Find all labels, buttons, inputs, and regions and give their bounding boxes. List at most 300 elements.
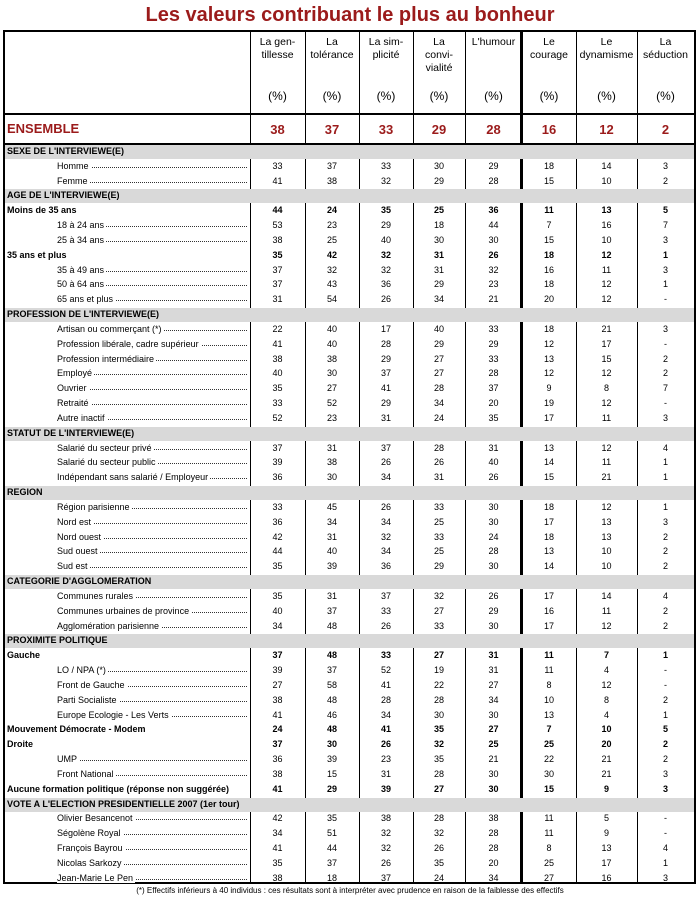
table-cell: 25	[326, 234, 337, 245]
table-cell: 13	[543, 353, 554, 364]
row-label	[57, 443, 247, 453]
table-row	[5, 353, 694, 368]
table-row	[5, 442, 694, 457]
table-cell: 1	[662, 457, 668, 468]
row-label-text: Nicolas Sarkozy	[57, 857, 122, 868]
table-cell: 12	[601, 294, 612, 305]
row-label	[57, 546, 247, 556]
table-cell: 2	[662, 561, 668, 572]
table-cell: 18	[543, 249, 554, 260]
table-cell: 30	[488, 234, 499, 245]
table-cell: 39	[326, 754, 337, 765]
section-header	[5, 427, 694, 441]
table-row	[5, 827, 694, 842]
column-header	[465, 36, 522, 103]
table-cell: 20	[543, 294, 554, 305]
table-cell: 26	[380, 739, 391, 750]
table-cell: 3	[662, 412, 668, 423]
table-cell: 11	[544, 813, 554, 824]
table-cell: 4	[603, 709, 609, 720]
table-cell: -	[664, 398, 667, 409]
table-cell: 12	[601, 620, 612, 631]
table-cell: 11	[544, 665, 554, 676]
row-label-text: Ségolène Royal	[57, 828, 121, 839]
table-row	[5, 293, 694, 308]
table-row	[5, 605, 694, 620]
table-cell: 11	[601, 412, 612, 423]
row-label: Gauche	[7, 650, 41, 661]
table-cell: 32	[380, 843, 391, 853]
table-cell: 36	[272, 516, 283, 527]
ensemble-value: 28	[486, 122, 501, 137]
table-cell: 40	[272, 368, 283, 379]
table-cell: 54	[326, 294, 337, 305]
row-label-text: Ouvrier	[57, 383, 87, 394]
row-label: 35 ans et plus	[7, 249, 67, 260]
row-label-text: Sud ouest	[57, 546, 98, 557]
row-label-text: Artisan ou commerçant (*)	[57, 323, 162, 334]
row-label-text: Communes rurales	[57, 590, 134, 601]
table-cell: 24	[272, 724, 283, 735]
table-cell: 28	[488, 828, 499, 839]
section-label: SEXE DE L'INTERVIEWE(E)	[7, 146, 124, 156]
row-label-text: Jean-Marie Le Pen	[57, 872, 134, 883]
table-row	[5, 175, 694, 190]
row-label	[57, 324, 247, 334]
table-cell: 48	[326, 724, 337, 735]
section-header	[5, 145, 694, 159]
table-cell: 28	[433, 694, 444, 705]
table-cell: 28	[488, 368, 499, 379]
table-cell: 35	[488, 412, 499, 423]
table-cell: 11	[544, 650, 554, 661]
table-cell: 31	[488, 650, 499, 661]
table-cell: 26	[488, 249, 499, 260]
table-cell: 38	[272, 872, 283, 883]
table-cell: 27	[488, 724, 499, 735]
row-label	[57, 843, 247, 853]
row-label-text: Profession libérale, cadre supérieur	[57, 338, 199, 349]
table-cell: 38	[326, 457, 337, 468]
table-cell: 5	[603, 813, 609, 824]
section-header	[5, 798, 694, 812]
row-label-text: François Bayrou	[57, 843, 123, 853]
row-label	[57, 680, 247, 690]
row-label	[57, 265, 247, 275]
table-cell: 14	[543, 561, 554, 572]
table-cell: 32	[488, 264, 499, 275]
table-row	[5, 516, 694, 531]
column-header	[359, 36, 413, 103]
table-row	[5, 219, 694, 234]
table-row	[5, 501, 694, 516]
row-label: Droite	[7, 739, 34, 750]
table-cell: 26	[380, 294, 391, 305]
ensemble-label: ENSEMBLE	[7, 121, 80, 136]
table-cell: 25	[488, 739, 499, 750]
table-cell: 35	[272, 561, 283, 572]
column-header	[522, 36, 576, 103]
row-label	[57, 457, 247, 467]
table-cell: 31	[380, 768, 391, 779]
table-row	[5, 531, 694, 546]
table-cell: 17	[543, 412, 554, 423]
table-cell: 27	[433, 783, 444, 794]
table-cell: 32	[433, 739, 444, 750]
table-cell: 7	[546, 724, 552, 735]
table-cell: 10	[601, 234, 612, 245]
table-row	[5, 560, 694, 575]
table-cell: 23	[488, 279, 499, 290]
table-cell: 37	[326, 605, 337, 616]
table-cell: 30	[488, 620, 499, 631]
table-cell: 42	[326, 249, 337, 260]
ensemble-value: 37	[324, 122, 340, 137]
table-cell: 9	[603, 783, 609, 794]
row-label-text: Nord ouest	[57, 531, 102, 542]
table-cell: 29	[488, 605, 499, 616]
table-cell: 52	[272, 412, 283, 423]
table-cell: 37	[380, 590, 391, 601]
column-header	[305, 36, 359, 103]
table-cell: 26	[380, 457, 391, 468]
table-cell: 38	[272, 353, 283, 364]
row-label	[57, 710, 247, 720]
table-cell: 17	[543, 620, 554, 631]
footnote: (*) Effectifs inférieurs à 40 individus : ces résultats sont à interpréter avec prudence en raison de la faiblesse des effectifs	[136, 886, 564, 895]
table-cell: 34	[272, 828, 283, 839]
table-cell: 48	[326, 620, 337, 631]
table-cell: 21	[601, 472, 612, 483]
table-cell: 20	[488, 398, 499, 409]
table-cell: 15	[543, 175, 554, 186]
table-cell: 39	[380, 783, 391, 794]
table-cell: 26	[433, 843, 444, 853]
table-cell: 39	[272, 457, 283, 468]
table-cell: 48	[326, 650, 337, 661]
table-cell: 26	[433, 457, 444, 468]
table-cell: 20	[488, 857, 499, 868]
table-cell: 41	[380, 724, 391, 735]
table-cell: 35	[326, 813, 337, 824]
ensemble-value: 2	[661, 122, 670, 137]
table-cell: -	[664, 828, 667, 839]
table-row	[5, 723, 694, 738]
row-label-text: 50 à 64 ans	[57, 279, 105, 290]
table-cell: 35	[272, 857, 283, 868]
table-row	[5, 649, 694, 664]
table-cell: 2	[662, 620, 668, 631]
table-cell: 27	[488, 679, 499, 690]
table-cell: 12	[601, 249, 612, 260]
table-cell: 3	[662, 768, 668, 779]
table-cell: -	[664, 294, 667, 305]
section-label: STATUT DE L'INTERVIEWE(E)	[7, 427, 135, 438]
table-cell: 31	[272, 294, 283, 305]
table-cell: 31	[326, 442, 337, 453]
table-cell: 28	[488, 546, 499, 557]
table-row	[5, 323, 694, 338]
table-cell: 38	[272, 768, 283, 779]
table-cell: 27	[433, 368, 444, 379]
row-label	[57, 858, 247, 868]
table-cell: 10	[601, 175, 612, 186]
row-label-text: Sud est	[57, 561, 88, 572]
row-label	[57, 220, 247, 230]
table-cell: 1	[662, 472, 668, 483]
ensemble-value: 12	[599, 122, 614, 137]
table-cell: 11	[601, 457, 612, 468]
table-cell: 23	[326, 412, 337, 423]
table-cell: 58	[326, 679, 337, 690]
table-cell: 45	[326, 501, 337, 512]
table-cell: 2	[662, 175, 668, 186]
row-label	[57, 532, 247, 542]
row-label	[57, 413, 247, 423]
table-cell: 43	[326, 279, 337, 290]
row-label	[57, 695, 247, 705]
table-row	[5, 857, 694, 872]
table-cell: 7	[662, 220, 668, 231]
table-cell: 32	[433, 828, 444, 839]
row-label	[57, 828, 247, 838]
table-cell: 38	[272, 234, 283, 245]
table-cell: 3	[662, 783, 668, 794]
table-cell: 9	[546, 383, 552, 394]
row-label	[57, 339, 247, 349]
table-cell: 39	[272, 665, 283, 676]
table-cell: 31	[380, 412, 391, 423]
table-cell: 28	[433, 768, 444, 779]
table-row	[5, 382, 694, 397]
column-header-label: Le courage	[530, 36, 568, 61]
table-cell: 11	[601, 605, 612, 616]
table-cell: 31	[488, 665, 499, 676]
table-cell: 36	[380, 279, 391, 290]
table-cell: 32	[380, 828, 391, 839]
table-cell: 25	[433, 516, 444, 527]
table-cell: 17	[380, 323, 391, 334]
table-row	[5, 397, 694, 412]
table-cell: 33	[380, 605, 391, 616]
table-cell: 25	[543, 857, 554, 868]
table-cell: 13	[601, 205, 612, 216]
table-cell: 35	[433, 724, 444, 735]
table-cell: 34	[488, 872, 499, 883]
table-cell: 7	[546, 220, 552, 231]
table-cell: 30	[488, 768, 499, 779]
table-cell: 24	[433, 872, 444, 883]
table-cell: 33	[433, 501, 444, 512]
table-cell: -	[664, 665, 667, 676]
table-cell: 2	[662, 353, 668, 364]
table-cell: 32	[380, 249, 391, 260]
table-cell: 37	[272, 442, 283, 453]
table-cell: 42	[272, 531, 283, 542]
row-label	[57, 873, 247, 883]
table-cell: 40	[380, 234, 391, 245]
row-label-text: Front National	[57, 768, 114, 779]
table-cell: 48	[326, 694, 337, 705]
row-label	[57, 769, 247, 779]
table-cell: 10	[601, 724, 612, 735]
row-label-text: LO / NPA (*)	[57, 665, 106, 676]
row-label	[57, 161, 247, 171]
table-cell: 31	[326, 531, 337, 542]
table-row	[5, 264, 694, 279]
row-label-text: UMP	[57, 754, 77, 765]
table-cell: 18	[543, 160, 554, 171]
table-cell: 29	[380, 353, 391, 364]
table-cell: 1	[662, 857, 668, 868]
table-cell: 37	[380, 368, 391, 379]
row-label	[57, 235, 247, 245]
table-cell: 40	[326, 338, 337, 349]
table-row	[5, 590, 694, 605]
table-cell: 14	[543, 457, 554, 468]
column-header	[250, 36, 305, 103]
section-header	[5, 486, 694, 500]
table-cell: 37	[326, 665, 337, 676]
table-cell: 34	[433, 294, 444, 305]
column-header-label: La convi- vialité	[424, 36, 453, 74]
table-cell: 30	[488, 561, 499, 572]
table-cell: 28	[433, 813, 444, 824]
row-label	[57, 502, 247, 512]
table-cell: 28	[433, 442, 444, 453]
table-cell: 23	[380, 754, 391, 765]
table-cell: 18	[543, 323, 554, 334]
section-header	[5, 189, 694, 203]
table-cell: 4	[603, 665, 609, 676]
table-cell: 32	[380, 175, 391, 186]
table-cell: 37	[380, 872, 391, 883]
table-row	[5, 812, 694, 827]
section-header	[5, 308, 694, 322]
table-row	[5, 338, 694, 353]
table-cell: 25	[433, 205, 444, 216]
table-cell: 18	[326, 872, 337, 883]
table-cell: 35	[433, 857, 444, 868]
table-cell: 32	[380, 531, 391, 542]
row-label-text: Salarié du secteur public	[57, 457, 156, 468]
ensemble-value: 16	[541, 122, 557, 137]
table-cell: 2	[662, 754, 668, 765]
row-label-text: Employé	[57, 368, 93, 379]
row-label-text: Homme	[57, 160, 89, 171]
table-cell: 37	[272, 650, 283, 661]
table-cell: 40	[488, 457, 499, 468]
table-cell: 35	[272, 590, 283, 601]
column-header-unit: (%)	[376, 89, 396, 103]
table-cell: 27	[433, 650, 444, 661]
section-label: AGE DE L'INTERVIEWE(E)	[7, 190, 120, 201]
table-row	[5, 664, 694, 679]
table-row	[5, 709, 694, 724]
column-header	[413, 36, 465, 103]
table-cell: 35	[272, 249, 283, 260]
table-cell: 36	[272, 472, 283, 483]
table-cell: 2	[662, 531, 668, 542]
table-cell: 2	[662, 605, 668, 616]
row-label-text: Nord est	[57, 516, 92, 527]
table-cell: 15	[543, 472, 554, 483]
table-cell: 33	[488, 353, 499, 364]
table-cell: 33	[433, 531, 444, 542]
table-cell: 34	[380, 709, 391, 720]
table-cell: 24	[326, 205, 337, 216]
table-cell: 11	[544, 828, 554, 839]
page-title: Les valeurs contribuant le plus au bonheur	[145, 4, 555, 26]
row-label-text: Région parisienne	[57, 501, 130, 512]
table-cell: 37	[488, 383, 499, 394]
column-header-unit: (%)	[597, 89, 616, 103]
table-cell: 34	[488, 694, 499, 705]
table-cell: 41	[380, 679, 391, 690]
row-label-text: Indépendant sans salarié / Employeur	[57, 472, 209, 483]
table-cell: 12	[601, 398, 612, 409]
table-cell: 37	[380, 442, 391, 453]
table-cell: 3	[662, 160, 668, 171]
row-label: Aucune formation politique (réponse non suggérée)	[7, 783, 230, 794]
table-row	[5, 768, 694, 783]
table-cell: 26	[380, 501, 391, 512]
table-cell: 51	[326, 828, 337, 839]
table-cell: 2	[662, 739, 668, 750]
table-cell: 40	[326, 546, 337, 557]
table-cell: 29	[433, 175, 444, 186]
table-cell: 3	[662, 516, 668, 527]
table-cell: 12	[601, 501, 612, 512]
row-label-text: Communes urbaines de province	[57, 605, 190, 616]
table-cell: 8	[546, 843, 552, 853]
table-cell: 1	[662, 709, 668, 720]
table-cell: 13	[543, 442, 554, 453]
table-row	[5, 160, 694, 175]
table-cell: 30	[326, 368, 337, 379]
table-cell: 12	[601, 368, 612, 379]
table-row	[5, 412, 694, 427]
table-cell: 22	[543, 754, 554, 765]
row-label	[57, 813, 247, 823]
table-cell: 44	[272, 205, 283, 216]
row-label	[57, 517, 247, 527]
table-cell: 13	[601, 516, 612, 527]
table-cell: 8	[546, 679, 552, 690]
column-header-label: La séduction	[643, 36, 688, 61]
table-cell: 52	[326, 398, 337, 409]
table-cell: 13	[601, 531, 612, 542]
table-cell: 24	[488, 531, 499, 542]
table-cell: -	[664, 813, 667, 824]
table-cell: 27	[326, 383, 337, 394]
row-label	[57, 294, 247, 304]
table-cell: 37	[272, 279, 283, 290]
table-cell: 30	[488, 783, 499, 794]
table-cell: 40	[272, 605, 283, 616]
row-label-text: Salarié du secteur privé	[57, 442, 152, 453]
table-cell: 5	[662, 724, 668, 735]
table-cell: 26	[380, 620, 391, 631]
table-cell: 7	[662, 383, 668, 394]
table-cell: 30	[433, 160, 444, 171]
table-row	[5, 456, 694, 471]
table-cell: 34	[380, 472, 391, 483]
table-cell: 30	[326, 472, 337, 483]
table-cell: 28	[488, 175, 499, 186]
table-cell: 9	[603, 828, 609, 839]
column-header-unit: (%)	[322, 89, 342, 103]
